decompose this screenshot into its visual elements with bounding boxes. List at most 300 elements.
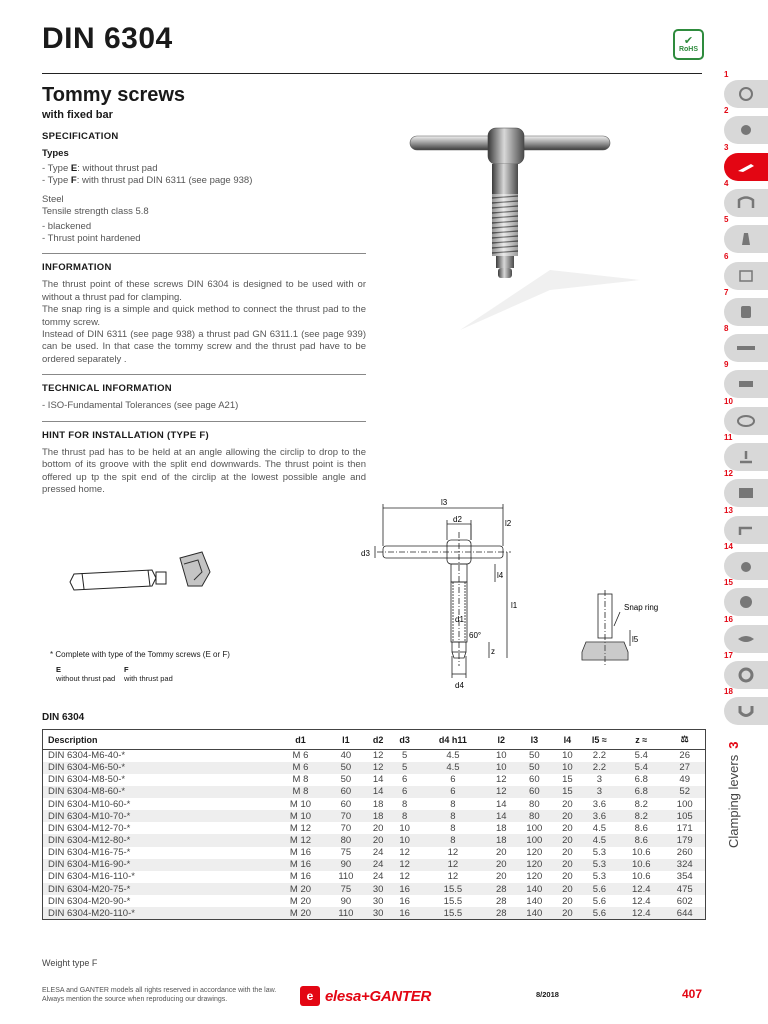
table-cell: 27 [664, 762, 705, 774]
table-cell: 6.8 [634, 774, 648, 786]
table-cell: 50 [340, 774, 352, 786]
check-icon: ✔ [683, 35, 694, 47]
table-cell: DIN 6304-M20-75-* [43, 883, 275, 895]
finish-line-2: - Thrust point hardened [42, 233, 141, 245]
table-cell: 15 [554, 786, 580, 798]
mounting-icon [735, 522, 757, 538]
sidebar-number: 13 [724, 505, 733, 515]
table-row [43, 883, 706, 895]
type-f-label: with thrust pad [124, 674, 173, 683]
table-cell: 140 [526, 895, 543, 907]
table-cell: 50 [327, 762, 365, 774]
table-header: Description [43, 730, 275, 750]
caster-icon [735, 485, 757, 501]
type-e-label: without thrust pad [56, 674, 116, 683]
table-cell: DIN 6304-M12-70-* [48, 822, 131, 834]
table-cell: 20 [554, 834, 580, 846]
table-cell: 4.5 [418, 762, 488, 774]
sidebar-number: 8 [724, 324, 729, 334]
dim-d4-label: d4 [455, 681, 464, 690]
table-cell: 5.6 [592, 895, 606, 907]
table-cell: 8 [418, 810, 488, 822]
table-cell: 12 [399, 847, 410, 859]
table-cell: 10 [495, 750, 507, 762]
legal-line-1: ELESA and GANTER models all rights reserved in accordance with the law. [42, 987, 277, 994]
table-cell: M 10 [274, 810, 327, 822]
table-cell: 20 [372, 822, 384, 834]
table-cell: 60 [327, 786, 365, 798]
table-cell: 110 [327, 907, 365, 919]
table-cell: 8 [450, 798, 456, 810]
dim-l1-label: l1 [511, 601, 518, 610]
sidebar-number: 6 [724, 251, 729, 261]
table-cell: 6 [450, 774, 456, 786]
magnet-icon [735, 703, 757, 719]
table-cell: DIN 6304-M8-60-* [43, 786, 275, 798]
table-cell: 5 [401, 750, 408, 762]
table-cell: 6 [391, 786, 417, 798]
table-cell: 10 [391, 834, 417, 846]
sidebar-tab-12[interactable] [724, 479, 768, 507]
table-cell: 120 [526, 847, 543, 859]
weight-note: Weight type F [42, 958, 98, 968]
finish-line-1: - blackened [42, 220, 92, 232]
snap-ring-label: Snap ring [624, 603, 659, 612]
table-row [43, 822, 706, 834]
table-cell: 20 [495, 871, 507, 883]
table-cell: 12 [447, 871, 459, 883]
handle-icon [735, 195, 757, 211]
table-row [43, 810, 706, 822]
table-cell: 12 [399, 871, 410, 883]
type-f-line: - Type F: with thrust pad DIN 6311 (see page 938) [42, 175, 253, 187]
elesa-ganter-logo [300, 985, 462, 1007]
sidebar-tab-17[interactable] [724, 661, 768, 689]
table-cell: 3.6 [592, 798, 606, 810]
table-header: z ≈ [618, 730, 664, 750]
wheel-icon [735, 667, 757, 683]
table-cell: 80 [327, 834, 365, 846]
table-cell: 5.4 [634, 750, 648, 762]
table-cell: 6 [401, 774, 408, 786]
sidebar-tab-16[interactable] [724, 625, 768, 653]
table-cell: 18 [372, 798, 384, 810]
table-cell: 28 [488, 907, 514, 919]
table-cell: 475 [664, 883, 705, 895]
table-cell: DIN 6304-M16-90-* [43, 859, 275, 871]
table-cell: 18 [495, 822, 507, 834]
table-cell: 20 [365, 834, 391, 846]
table-cell: 75 [327, 883, 365, 895]
table-caption: DIN 6304 [42, 712, 85, 723]
section-divider [42, 374, 366, 375]
table-cell: 90 [327, 859, 365, 871]
type-f-letter: F [124, 665, 129, 674]
table-cell: 10 [399, 822, 410, 834]
dim-d1-label: d1 [455, 615, 464, 624]
table-cell: 171 [676, 822, 693, 834]
table-cell: M 20 [274, 883, 327, 895]
sidebar-number: 10 [724, 396, 733, 406]
sidebar-number: 15 [724, 578, 733, 588]
drawing-footnote: * Complete with type of the Tommy screws (E or F) [50, 650, 230, 659]
description-column [42, 84, 366, 496]
table-cell: 3 [596, 774, 603, 786]
table-cell: DIN 6304-M20-90-* [48, 895, 131, 907]
bracket-icon [735, 631, 757, 647]
table-cell: M 12 [289, 822, 312, 834]
table-cell: 12.4 [618, 883, 664, 895]
table-cell: 8 [391, 810, 417, 822]
dim-l4-label: l4 [497, 571, 504, 580]
sidebar-number: 9 [724, 360, 729, 370]
table-row [43, 907, 706, 919]
table-cell: DIN 6304-M20-110-* [43, 907, 275, 919]
table-cell: 140 [514, 907, 554, 919]
table-header: d2 [365, 730, 391, 750]
table-cell: 24 [365, 859, 391, 871]
dim-l2-label: l2 [505, 519, 512, 528]
sidebar-number: 2 [724, 106, 729, 116]
table-cell: 15.5 [443, 895, 463, 907]
table-cell: 12 [447, 847, 459, 859]
table-cell: M 6 [274, 762, 327, 774]
tube-clamp-icon [735, 558, 757, 574]
dim-angle-label: 60° [469, 631, 482, 640]
table-cell: 26 [679, 750, 690, 762]
table-cell: 105 [664, 810, 705, 822]
sidebar-tab-14[interactable] [724, 552, 768, 580]
sidebar-number: 16 [724, 614, 733, 624]
section-label [726, 736, 756, 856]
table-cell: 20 [562, 847, 573, 859]
table-cell: 5.6 [581, 883, 618, 895]
table-cell: 100 [514, 834, 554, 846]
table-cell: 8 [450, 822, 456, 834]
table-row [43, 750, 706, 762]
table-cell: 20 [562, 798, 573, 810]
indicator-icon [735, 304, 757, 320]
table-cell: 8.6 [634, 822, 648, 834]
table-cell: 260 [676, 847, 693, 859]
table-cell: 60 [514, 786, 554, 798]
technical-drawing [355, 496, 535, 696]
table-cell: 80 [514, 810, 554, 822]
thrust-pad-drawing [62, 540, 232, 610]
dim-d2-label: d2 [453, 515, 462, 524]
sidebar-tab-2[interactable] [724, 116, 768, 144]
sidebar-tab-13[interactable] [724, 516, 768, 544]
logo-text: elesa+GANTER [325, 987, 432, 1005]
information-paragraph-1: The thrust point of these screws DIN 6304 is designed to be used with or without a thrust pad for clamping. [42, 279, 366, 303]
sidebar-number: 12 [724, 469, 733, 479]
information-paragraph-3: Instead of DIN 6311 (see page 938) a thrust pad GN 6311.1 (see page 939) can be used. In that case the tommy screw and the thrust pad have to be ordered separately . [42, 329, 366, 365]
table-cell: 30 [372, 895, 384, 907]
table-cell: 24 [372, 847, 384, 859]
table-cell: 10.6 [618, 859, 664, 871]
table-cell: 20 [562, 895, 573, 907]
rohs-label: RoHS [678, 46, 699, 53]
table-cell: 5 [391, 762, 417, 774]
product-subtitle: with fixed bar [42, 109, 113, 121]
oil-plug-icon [735, 594, 757, 610]
table-cell: 20 [562, 822, 573, 834]
technical-line: - ISO-Fundamental Tolerances (see page A21) [42, 400, 239, 412]
table-cell: 18 [488, 834, 514, 846]
table-header: l3 [514, 730, 554, 750]
table-cell: M 20 [289, 895, 312, 907]
table-cell: DIN 6304-M10-60-* [48, 798, 131, 810]
section-label-text: Clamping levers [726, 754, 741, 848]
table-cell: 100 [676, 798, 693, 810]
table-cell: 16 [399, 895, 410, 907]
table-cell: 2.2 [592, 750, 606, 762]
dim-l3-label: l3 [441, 498, 448, 507]
types-heading: Types [42, 148, 69, 159]
table-cell: DIN 6304-M6-50-* [43, 762, 275, 774]
table-cell: 100 [526, 822, 543, 834]
table-header: l2 [488, 730, 514, 750]
bearing-icon [735, 413, 757, 429]
table-header: d3 [391, 730, 417, 750]
indexing-plunger-icon [735, 340, 757, 356]
table-cell: 140 [514, 883, 554, 895]
sidebar-tab-5[interactable] [724, 225, 768, 253]
table-cell: 8.6 [618, 834, 664, 846]
dimensions-table [42, 729, 706, 920]
table-row [43, 895, 706, 907]
sidebar-number: 5 [724, 215, 729, 225]
handwheel-icon [735, 86, 757, 102]
table-cell: 80 [529, 798, 540, 810]
rohs-badge [673, 29, 704, 60]
table-cell: 8.2 [634, 798, 648, 810]
table-cell: 18 [365, 810, 391, 822]
type-e-line: - Type E: without thrust pad [42, 163, 158, 174]
table-cell: M 16 [289, 871, 312, 883]
table-cell: 12 [488, 786, 514, 798]
table-cell: 14 [365, 786, 391, 798]
table-cell: M 6 [292, 750, 309, 762]
table-cell: 120 [514, 859, 554, 871]
table-cell: 70 [340, 822, 352, 834]
sidebar-tab-7[interactable] [724, 298, 768, 326]
table-cell: 15.5 [418, 907, 488, 919]
table-row [43, 871, 706, 883]
table-cell: 8 [418, 834, 488, 846]
tensile-line: Tensile strength class 5.8 [42, 206, 149, 218]
table-cell: 644 [664, 907, 705, 919]
table-cell: 52 [664, 786, 705, 798]
table-cell: 354 [676, 871, 693, 883]
table-cell: 3 [581, 786, 618, 798]
sidebar-tab-3[interactable] [724, 153, 768, 181]
knob-icon [735, 122, 757, 138]
table-cell: 120 [526, 871, 543, 883]
table-row [43, 834, 706, 846]
table-cell: 20 [554, 883, 580, 895]
table-cell: 24 [372, 871, 384, 883]
legal-line-2: Always mention the source when reproducing our drawings. [42, 996, 228, 1003]
table-cell: 10 [488, 762, 514, 774]
sidebar-tab-8[interactable] [724, 334, 768, 362]
table-cell: 10.6 [632, 847, 651, 859]
table-cell: 12 [495, 774, 507, 786]
screw-icon [735, 376, 757, 392]
table-cell: 60 [340, 798, 352, 810]
table-row [43, 762, 706, 774]
leveling-foot-icon [735, 449, 757, 465]
sidebar-tab-9[interactable] [724, 370, 768, 398]
weight-header-icon: ⚖ [664, 730, 705, 750]
table-cell: 40 [340, 750, 352, 762]
table-cell: 90 [340, 895, 352, 907]
technical-heading: TECHNICAL INFORMATION [42, 383, 172, 395]
table-cell: M 20 [274, 907, 327, 919]
table-cell: 4.5 [581, 834, 618, 846]
table-cell: M 16 [289, 847, 312, 859]
table-cell: 10 [554, 762, 580, 774]
table-cell: DIN 6304-M10-70-* [43, 810, 275, 822]
table-cell: 110 [338, 871, 354, 883]
table-cell: 3.6 [581, 810, 618, 822]
table-cell: 30 [365, 883, 391, 895]
table-cell: DIN 6304-M16-75-* [48, 847, 131, 859]
table-cell: 50 [529, 750, 540, 762]
information-heading: INFORMATION [42, 262, 112, 274]
sidebar-number: 17 [724, 650, 733, 660]
table-cell: DIN 6304-M12-80-* [43, 834, 275, 846]
table-cell: 5.3 [581, 859, 618, 871]
table-cell: 12.4 [618, 907, 664, 919]
logo-mark-icon: e [300, 986, 320, 1006]
table-cell: 12 [372, 750, 384, 762]
table-cell: 8 [401, 798, 408, 810]
table-cell: 14 [372, 774, 384, 786]
hinge-icon [735, 268, 757, 284]
table-cell: DIN 6304-M8-50-* [48, 774, 126, 786]
table-cell: 12 [391, 859, 417, 871]
table-header: d4 h11 [418, 730, 488, 750]
table-cell: 5.6 [581, 907, 618, 919]
page-title: DIN 6304 [42, 22, 173, 55]
table-cell: DIN 6304-M6-40-* [48, 750, 126, 762]
sidebar-tab-6[interactable] [724, 262, 768, 290]
table-cell: 70 [327, 810, 365, 822]
sidebar-tab-4[interactable] [724, 189, 768, 217]
sidebar-tab-1[interactable] [724, 80, 768, 108]
table-row [43, 786, 706, 798]
table-cell: 8.2 [618, 810, 664, 822]
hint-heading: HINT FOR INSTALLATION (TYPE F) [42, 429, 209, 441]
sidebar-number: 1 [724, 70, 729, 79]
table-cell: 15 [562, 774, 573, 786]
section-divider [42, 421, 366, 422]
table-header: d1 [274, 730, 327, 750]
dim-d3-label: d3 [361, 549, 370, 558]
dim-l5-label: l5 [632, 635, 639, 644]
specification-heading: SPECIFICATION [42, 131, 119, 142]
table-cell: 12.4 [632, 895, 651, 907]
table-cell: 20 [562, 871, 573, 883]
table-row [43, 859, 706, 871]
types-legend [56, 665, 192, 683]
table-cell: 60 [529, 774, 540, 786]
table-cell: 49 [679, 774, 690, 786]
table-cell: 4.5 [592, 822, 606, 834]
hint-paragraph: The thrust pad has to be held at an angle allowing the circlip to drop to the bottom of its groove with the split end downwards. The thrust point is then offered up tp the spit end of the circlip at the lowest possible angle and pressed home. [42, 446, 366, 495]
title-divider [42, 73, 702, 74]
table-cell: 28 [495, 895, 507, 907]
table-cell: 602 [676, 895, 693, 907]
table-cell: 2.2 [581, 762, 618, 774]
footer-legal [42, 986, 302, 1004]
table-cell: 75 [340, 847, 352, 859]
table-cell: 28 [488, 883, 514, 895]
table-cell: M 16 [274, 859, 327, 871]
table-cell: DIN 6304-M16-110-* [48, 871, 135, 883]
material-line: Steel [42, 193, 64, 205]
table-row [43, 798, 706, 810]
dim-z-label: z [491, 647, 495, 656]
table-header: l1 [327, 730, 365, 750]
sidebar-number: 14 [724, 541, 733, 551]
product-title: Tommy screws [42, 84, 186, 106]
table-cell: 15.5 [418, 883, 488, 895]
sidebar-number: 7 [724, 287, 729, 297]
table-cell: 20 [488, 859, 514, 871]
sidebar-tab-18[interactable] [724, 697, 768, 725]
sidebar-tab-15[interactable] [724, 588, 768, 616]
table-cell: 5.3 [592, 871, 606, 883]
table-cell: 4.5 [446, 750, 460, 762]
table-cell: 10 [562, 750, 573, 762]
clamping-lever-icon [735, 159, 757, 175]
table-row [43, 774, 706, 786]
table-cell: 5.3 [592, 847, 606, 859]
sidebar-number: 11 [724, 433, 733, 442]
table-cell: M 8 [292, 774, 309, 786]
section-label-number: 3 [726, 741, 741, 749]
sidebar-number: 4 [724, 178, 729, 188]
table-cell: M 8 [274, 786, 327, 798]
section-divider [42, 253, 366, 254]
snap-ring-drawing [572, 590, 672, 670]
table-header: l5 ≈ [581, 730, 618, 750]
table-cell: 6 [418, 786, 488, 798]
product-photo [400, 120, 660, 360]
table-cell: 6.8 [618, 786, 664, 798]
table-cell: 50 [514, 762, 554, 774]
table-cell: 16 [391, 907, 417, 919]
table-cell: 14 [495, 798, 507, 810]
sidebar-number: 3 [724, 142, 729, 152]
table-cell: M 12 [274, 834, 327, 846]
footer-date: 8/2018 [536, 990, 559, 999]
table-cell: 179 [664, 834, 705, 846]
grip-icon [735, 231, 757, 247]
table-cell: 20 [495, 847, 507, 859]
page-number: 407 [682, 987, 703, 1001]
table-cell: 20 [554, 907, 580, 919]
table-cell: 5.4 [618, 762, 664, 774]
table-cell: 14 [488, 810, 514, 822]
sidebar-tab-11[interactable] [724, 443, 768, 471]
sidebar-tab-10[interactable] [724, 407, 768, 435]
sidebar-number: 18 [724, 687, 733, 697]
table-header: l4 [554, 730, 580, 750]
table-cell: 12 [418, 859, 488, 871]
